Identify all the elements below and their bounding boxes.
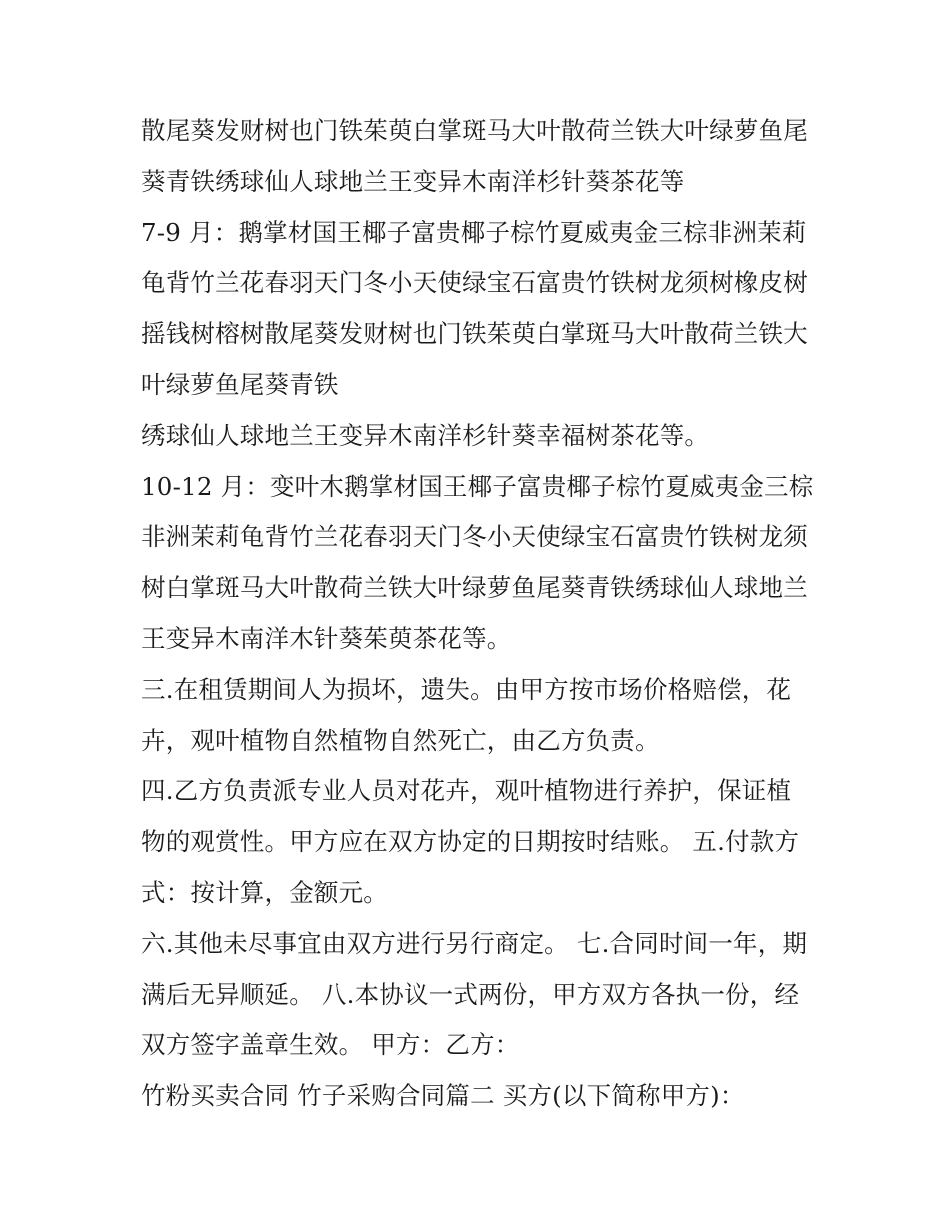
text-line: 满后无异顺延。 八.本协议一式两份，甲方双方各执一份，经 [141, 979, 800, 1009]
text-line: 四.乙方负责派专业人员对花卉，观叶植物进行养护，保证植 [141, 776, 792, 806]
text-line: 树白掌斑马大叶散荷兰铁大叶绿萝鱼尾葵青铁绣球仙人球地兰 [141, 573, 808, 603]
text-line: 竹粉买卖合同 竹子采购合同篇二 买方(以下简称甲方)： [141, 1081, 745, 1111]
text-line: 7-9 月：鹅掌材国王椰子富贵椰子棕竹夏威夷金三棕非洲茉莉 [141, 217, 807, 247]
text-line: 散尾葵发财树也门铁茱萸白掌斑马大叶散荷兰铁大叶绿萝鱼尾 [141, 116, 808, 145]
text-line: 龟背竹兰花春羽天门冬小天使绿宝石富贵竹铁树龙须树橡皮树 [141, 268, 808, 298]
text-line: 六.其他未尽事宜由双方进行另行商定。 七.合同时间一年，期 [141, 928, 808, 958]
text-line: 非洲茉莉龟背竹兰花春羽天门冬小天使绿宝石富贵竹铁树龙须 [141, 522, 808, 552]
document-body [141, 106, 821, 1122]
text-line: 葵青铁绣球仙人球地兰王变异木南洋杉针葵茶花等 [141, 166, 685, 196]
text-line: 双方签字盖章生效。 甲方：乙方： [141, 1030, 520, 1060]
text-line: 三.在租赁期间人为损坏，遗失。由甲方按市场价格赔偿，花 [141, 674, 792, 704]
text-line: 10-12 月：变叶木鹅掌材国王椰子富贵椰子棕竹夏威夷金三棕 [141, 471, 814, 501]
text-line: 摇钱树榕树散尾葵发财树也门铁茱萸白掌斑马大叶散荷兰铁大 [141, 319, 808, 349]
text-line: 卉，观叶植物自然植物自然死亡，由乙方负责。 [141, 725, 660, 755]
text-line: 王变异木南洋木针葵茱萸茶花等。 [141, 623, 512, 653]
text-line: 式：按计算，金额元。 [141, 877, 388, 907]
text-line: 叶绿萝鱼尾葵青铁 [141, 369, 339, 399]
text-line: 物的观赏性。甲方应在双方协定的日期按时结账。 五.付款方 [141, 827, 800, 857]
text-line: 绣球仙人球地兰王变异木南洋杉针葵幸福树茶花等。 [141, 420, 710, 450]
